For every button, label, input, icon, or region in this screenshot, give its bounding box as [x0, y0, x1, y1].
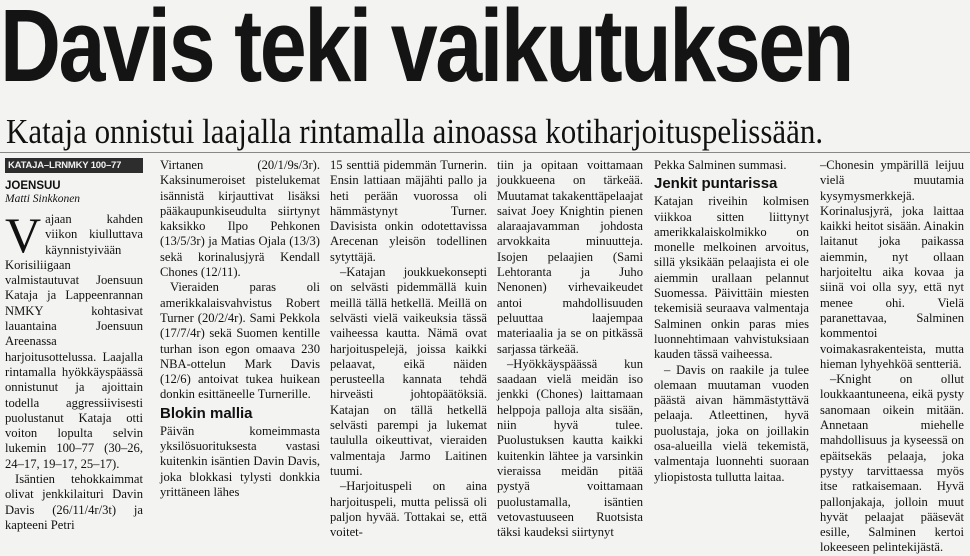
column-2: [160, 158, 320, 500]
subheading: Jenkit puntarissa: [654, 175, 778, 193]
paragraph: Pekka Salminen summasi.: [654, 158, 787, 172]
paragraph: tiin ja opitaan voittamaan joukkueena on tärkeää. Muutamat takakenttäpelaajat saivat Joey Knightin pienen alaraajavamman johdosta arvokkaita minuutteja. Isojen pelaajien (Sami Lehtoranta ja Juho Nenonen) virhevaikeudet antoi mahdollisuuden peluuttaa laajempaa materiaalia ja se on pitkässä sarjassa tärkeää.: [497, 158, 643, 356]
subheading: Blokin mallia: [160, 404, 253, 422]
headline: Davis teki vaikutuksen: [0, 0, 852, 103]
dateline: JOENSUU: [5, 180, 61, 192]
score-ribbon: KATAJA–LRNMKY 100–77: [5, 158, 143, 173]
paragraph: Virtanen (20/1/9s/3r). Kaksinumeroiset pistelukemat isännistä kirjauttivat lisäksi pääkaupunkiseudulta siirtynyt kaksikko Ilpo Pehkonen (13/5/3r) ja Matias Ojala (13/3) sekä korinalusjyrä Kendall Chones (12/11).: [160, 158, 320, 280]
column-6: [820, 158, 964, 556]
paragraph: ajaan kahden viikon kiulluttava käynnistyivään Korisiliigaan valmistautuvat Joensuun Kataja ja Lappeenrannan NMKY kohtasivat lauantaina Joensuun Areenassa harjoitusottelussa. Laajalla rintamalla hyökkäyspäässä onnistunut ja ajoittain todella aggressiivisesti puolustanut Kataja otti voiton lopulta selvin lukemin 100–77 (30–26, 24–17, 19–17, 25–17).: [5, 212, 143, 471]
column-5: [654, 158, 809, 485]
column-1: [5, 158, 143, 533]
dropcap: V: [5, 207, 42, 263]
byline: Matti Sinkkonen: [5, 193, 81, 205]
column-4: [497, 158, 643, 540]
divider: [0, 152, 970, 153]
column-3: [330, 158, 487, 540]
paragraph: 15 senttiä pidemmän Turnerin. Ensin lattiaan mäjähti pallo ja heti perään vuorossa oli hämmästynyt Turner. Davisista onkin odotettavissa Arecenan yleisön todellinen sytyttäjä.: [330, 158, 487, 264]
paragraph: –Harjoituspeli on aina harjoituspeli, mutta pelissä oli paljon hyvää. Tottakai se, että voitet-: [330, 479, 487, 540]
paragraph: – Davis on raakile ja tulee olemaan muutaman vuoden päästä aivan hämmästyttävä pelaaja. Atleettinen, hyvä puolustaja, joka on joillakin osa-alueilla vielä tekemistä, valmentaja luonnehti suoraan yliopistosta tullutta laitaa.: [654, 362, 809, 484]
paragraph: Isäntien tehokkaimmat olivat jenkkilaituri Davin Davis (26/11/4r/3t) ja kapteeni Petri: [5, 472, 143, 532]
paragraph: –Katajan joukkuekonsepti on selvästi pidemmällä kuin meillä tällä hetkellä. Meillä on selvästi vielä vaikeuksia tässä vaiheessa kautta. Nämä ovat harjoituspelejä, joissa kaikki pelaavat, eikä näiden perusteella kannata tehdä hirveästi johtopäätöksiä. Katajan on tällä hetkellä selvästi parempi ja lukemat taululla oikeuttivat, vieraiden valmentaja Jarmo Laitinen tuumi.: [330, 265, 487, 478]
paragraph: –Chonesin ympärillä leijuu vielä muutamia kysymysmerkkejä. Korinalusjyrä, joka laittaa kaikki heitot sisään. Ainakin laitanut joka paikassa aiemmin, nyt ollaan harjoiteltu aika kovaa ja siinä voi olla syy, että nyt menee ohi. Vielä paranettavaa, Salminen kommentoi voimakasrakenteista, mutta hieman lyhyehköä sentteriä.: [820, 158, 964, 371]
paragraph: Päivän komeimmasta yksilösuorituksesta vastasi kuitenkin isäntien Davin Davis, joka blokkasi tylysti donkkia yrittäneen lähes: [160, 423, 320, 499]
paragraph: –Knight on ollut loukkaantuneena, eikä pysty sanomaan oikein mitään. Annetaan miehelle mahdollisuus ja kyseessä on epäitsekäs pelaaja, joka pystyy tarvittaessa myös itse ratkaisemaan. Hyvä pallonjakaja, jolloin muut hyvät pelaajat pääsevät esille, Salminen kertoi lokeeseen pelintekijästä.: [820, 372, 964, 555]
deck: Kataja onnistui laajalla rintamalla ainoassa kotiharjoituspelissään.: [6, 112, 824, 151]
paragraph: Katajan riveihin kolmisen viikkoa sitten liittynyt amerikkalaiskolmikko on monelle melkoinen arvoitus, sillä yksikään pelaajista ei ole aiemmin urallaan pelannut Suomessa. Päivittäin miesten tekemisiä seuraava valmentaja Salminen onkin paras mies luonnehtimaan vahvistuksiaan kauden tässä vaiheessa.: [654, 194, 809, 362]
paragraph: Vieraiden paras oli amerikkalaisvahvistus Robert Turner (20/2/4r). Sami Pekkola (17/7/4r) sekä Suomen kentille turhan ison egon omaava 230 NBA-ottelun Mark Davis (12/6) antoivat tukea huikean donkin esittäneelle Turnerille.: [160, 280, 320, 402]
paragraph: –Hyökkäyspäässä kun saadaan vielä meidän iso jenkki (Chones) laittamaan helppoja palloja alta sisään, niin hyvä tulee. Puolustuksen kautta kaikki kuitenkin lähtee ja varsinkin vieraissa meidän pitää pystyä voittamaan puolustamalla, isäntien vetovastuuseen Ruotsista täksi kaudeksi siirtynyt: [497, 356, 643, 540]
